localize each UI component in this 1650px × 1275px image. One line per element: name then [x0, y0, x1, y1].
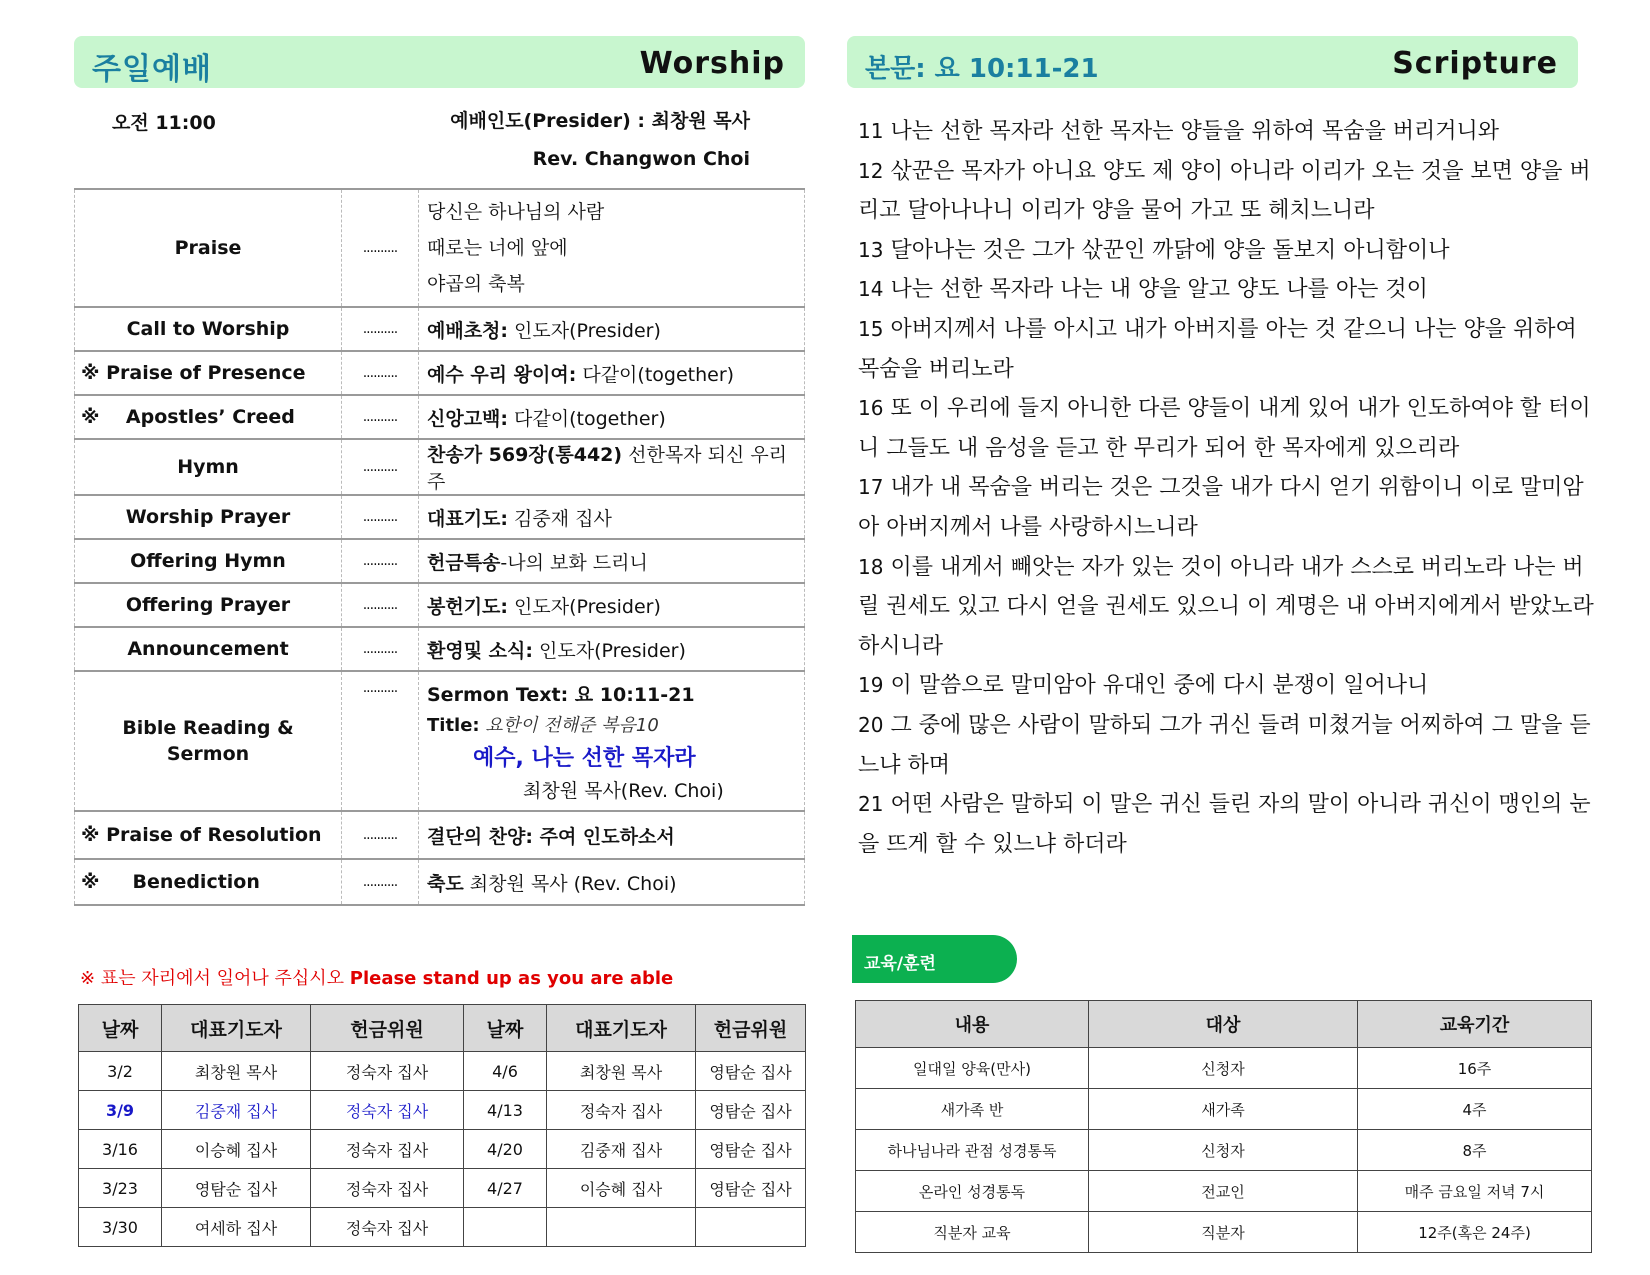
order-row [75, 811, 805, 859]
verse-text: 또 이 우리에 들지 아니한 다른 양들이 내게 있어 내가 인도하여야 할 터이니 그들도 내 음성을 듣고 한 무리가 되어 한 목자에게 있으리라 [858, 396, 1591, 461]
roster-cell [464, 1208, 547, 1247]
order-detail [419, 811, 805, 859]
verse-number: 15 [858, 316, 884, 341]
order-detail-bold: 예배초청: [427, 319, 509, 342]
roster-cell: 정숙자 집사 [311, 1091, 464, 1130]
education-cell: 8주 [1358, 1130, 1592, 1171]
order-dots: .......... [342, 859, 419, 905]
roster-cell: 4/6 [464, 1052, 547, 1091]
verse-number: 12 [858, 158, 884, 183]
education-table [855, 1000, 1592, 1253]
roster-header: 대표기도자 [162, 1005, 311, 1052]
roster-header: 날짜 [79, 1005, 162, 1052]
order-detail-text: 다같이(together) [576, 363, 735, 386]
order-row [75, 307, 805, 351]
table-row [856, 1171, 1592, 1212]
order-detail-text: 인도자(Presider) [508, 319, 661, 342]
roster-cell: 3/30 [79, 1208, 162, 1247]
table-row [856, 1130, 1592, 1171]
verse [858, 468, 1598, 547]
table-row [856, 1048, 1592, 1089]
education-tab-label: 교육/훈련 [864, 954, 936, 974]
verse-number: 13 [858, 237, 884, 262]
praise-list [419, 189, 805, 307]
scripture-title-en: Scripture [1392, 46, 1558, 81]
stand-note [80, 964, 673, 990]
verse-number: 14 [858, 277, 884, 302]
order-detail-bold: 예수 우리 왕이여: [427, 363, 577, 386]
education-cell: 신청자 [1089, 1048, 1358, 1089]
order-row [75, 495, 805, 539]
order-row [75, 351, 805, 395]
order-detail-text: 김중재 집사 [508, 507, 612, 530]
order-dots: .......... [342, 671, 419, 811]
order-dots: .......... [342, 439, 419, 495]
verse-text: 그 중에 많은 사람이 말하되 그가 귀신 들려 미쳤거늘 어찌하여 그 말을 듣느냐 하며 [858, 712, 1591, 778]
order-detail-bold: 신앙고백: [427, 407, 509, 430]
roster-table [78, 1004, 806, 1247]
verse-text: 삯꾼은 목자가 아니요 양도 제 양이 아니라 이리가 오는 것을 보면 양을 버리고 달아나나니 이리가 양을 물어 가고 또 헤치느니라 [858, 158, 1591, 224]
order-dots: .......... [342, 495, 419, 539]
order-label: Offering Prayer [75, 583, 342, 627]
preacher: 최창원 목사(Rev. Choi) [523, 780, 724, 802]
verse [858, 666, 1598, 706]
roster-header: 헌금위원 [696, 1005, 806, 1052]
table-row [79, 1169, 806, 1208]
verse [858, 706, 1598, 785]
verse-text: 어떤 사람은 말하되 이 말은 귀신 들린 자의 말이 아니라 귀신이 맹인의 눈을 뜨게 할 수 있느냐 하더라 [858, 792, 1591, 857]
roster-cell: 이승혜 집사 [162, 1130, 311, 1169]
roster-cell: 4/27 [464, 1169, 547, 1208]
scripture-banner [847, 36, 1578, 88]
verse [858, 785, 1598, 864]
verse-text: 아버지께서 나를 아시고 내가 아버지를 아는 것 같으니 나는 양을 위하여 목숨을 버리노라 [858, 316, 1577, 382]
verse-text: 이 말씀으로 말미암아 유대인 중에 다시 분쟁이 일어나니 [890, 673, 1429, 699]
roster-cell: 영탐순 집사 [696, 1091, 806, 1130]
stand-note-en: Please stand up as you are able [349, 968, 674, 989]
order-label: Announcement [75, 627, 342, 671]
roster-cell: 정숙자 집사 [311, 1130, 464, 1169]
verse [858, 389, 1598, 468]
verse [858, 112, 1598, 152]
verse-number: 20 [858, 712, 884, 737]
roster-header: 대표기도자 [547, 1005, 696, 1052]
verse-number: 21 [858, 792, 884, 817]
order-detail-text: 선한목자 되신 우리주 [427, 444, 788, 493]
praise-song-2: 때로는 너에 앞에 [427, 237, 568, 259]
worship-title-en: Worship [639, 46, 785, 81]
education-cell: 전교인 [1089, 1171, 1358, 1212]
roster-cell: 영탐순 집사 [696, 1169, 806, 1208]
order-dots: .......... [342, 307, 419, 351]
order-detail-bold: 헌금특송 [427, 551, 501, 574]
table-row [79, 1052, 806, 1091]
roster-cell: 여세하 집사 [162, 1208, 311, 1247]
roster-cell: 3/9 [79, 1091, 162, 1130]
order-label: ※ Praise of Presence [75, 351, 342, 395]
verse-text: 달아나는 것은 그가 삯꾼인 까닭에 양을 돌보지 아니함이나 [890, 237, 1450, 263]
sermon-title: 예수, 나는 선한 목자라 [473, 746, 696, 771]
order-detail [419, 351, 805, 395]
roster-cell: 김중재 집사 [547, 1130, 696, 1169]
verse-text: 내가 내 목숨을 버리는 것은 그것을 내가 다시 얻기 위함이니 이로 말미암아 아버지께서 나를 사랑하시느니라 [858, 475, 1584, 540]
sermon-series: 요한이 전해준 복음10 [485, 715, 659, 736]
order-row [75, 671, 805, 811]
order-detail [419, 859, 805, 905]
verse [858, 548, 1598, 667]
verse-number: 17 [858, 475, 884, 500]
sermon-detail [419, 671, 805, 811]
education-cell: 새가족 반 [856, 1089, 1089, 1130]
roster-cell: 4/20 [464, 1130, 547, 1169]
education-header: 교육기간 [1358, 1001, 1592, 1048]
order-row [75, 539, 805, 583]
order-label: Hymn [75, 439, 342, 495]
verse-number: 16 [858, 396, 884, 421]
order-detail-bold: 결단의 찬양: 주여 인도하소서 [427, 825, 675, 848]
roster-cell: 영탐순 집사 [696, 1130, 806, 1169]
roster-cell: 이승혜 집사 [547, 1169, 696, 1208]
verse-text: 나는 선한 목자라 나는 내 양을 알고 양도 나를 아는 것이 [890, 277, 1428, 303]
verse [858, 270, 1598, 310]
order-row [75, 859, 805, 905]
order-detail [419, 583, 805, 627]
education-cell: 하나님나라 관점 성경통독 [856, 1130, 1089, 1171]
education-cell: 일대일 양육(만사) [856, 1048, 1089, 1089]
verse-text: 나는 선한 목자라 선한 목자는 양들을 위하여 목숨을 버리거니와 [890, 119, 1499, 144]
education-header: 대상 [1089, 1001, 1358, 1048]
presider: 예배인도(Presider) : 최창원 목사 [450, 110, 750, 132]
sermon-title-label: Title: [427, 715, 480, 736]
sermon-text: Sermon Text: 요 10:11-21 [427, 684, 695, 706]
table-row [856, 1089, 1592, 1130]
roster-header-row [79, 1005, 806, 1052]
order-detail-bold: 축도 [427, 872, 464, 895]
table-row [79, 1208, 806, 1247]
education-cell: 새가족 [1089, 1089, 1358, 1130]
order-row [75, 395, 805, 439]
worship-title-ko: 주일예배 [92, 52, 212, 87]
order-detail-text: 최창원 목사 (Rev. Choi) [463, 872, 677, 895]
roster-cell: 영탐순 집사 [696, 1052, 806, 1091]
education-header-row [856, 1001, 1592, 1048]
roster-cell: 영탐순 집사 [162, 1169, 311, 1208]
order-detail [419, 395, 805, 439]
scripture-text [858, 112, 1598, 864]
education-cell: 신청자 [1089, 1130, 1358, 1171]
order-detail [419, 439, 805, 495]
order-row [75, 189, 805, 307]
order-label: ※ Benediction [75, 859, 342, 905]
order-label: Worship Prayer [75, 495, 342, 539]
order-detail-text: 인도자(Presider) [508, 595, 661, 618]
order-detail-text: 다같이(together) [508, 407, 666, 430]
order-detail-bold: 환영및 소식: [427, 639, 533, 662]
order-label: Call to Worship [75, 307, 342, 351]
order-of-worship [74, 188, 805, 906]
roster-cell [696, 1208, 806, 1247]
order-dots: .......... [342, 583, 419, 627]
roster-cell: 최창원 목사 [547, 1052, 696, 1091]
roster-cell: 최창원 목사 [162, 1052, 311, 1091]
education-cell: 직분자 [1089, 1212, 1358, 1253]
table-row [856, 1212, 1592, 1253]
roster-cell: 3/2 [79, 1052, 162, 1091]
order-label: ※ Apostles’ Creed [75, 395, 342, 439]
roster-cell [547, 1208, 696, 1247]
education-header: 내용 [856, 1001, 1089, 1048]
education-cell: 16주 [1358, 1048, 1592, 1089]
order-dots: .......... [342, 189, 419, 307]
roster-cell: 3/23 [79, 1169, 162, 1208]
table-row [79, 1130, 806, 1169]
order-detail-text: 인도자(Presider) [532, 639, 686, 662]
order-label: ※ Praise of Resolution [75, 811, 342, 859]
education-cell: 4주 [1358, 1089, 1592, 1130]
roster-cell: 정숙자 집사 [311, 1208, 464, 1247]
education-cell: 온라인 성경통독 [856, 1171, 1089, 1212]
order-dots: .......... [342, 627, 419, 671]
verse [858, 231, 1598, 271]
praise-song-3: 야곱의 축복 [427, 273, 525, 295]
order-detail [419, 307, 805, 351]
table-row [79, 1091, 806, 1130]
education-cell: 매주 금요일 저녁 7시 [1358, 1171, 1592, 1212]
order-dots: .......... [342, 811, 419, 859]
roster-cell: 정숙자 집사 [311, 1169, 464, 1208]
verse-number: 19 [858, 673, 884, 698]
order-row [75, 583, 805, 627]
order-detail-text: -나의 보화 드리니 [500, 551, 648, 574]
order-label: Praise [75, 189, 342, 307]
roster-header: 헌금위원 [311, 1005, 464, 1052]
roster-header: 날짜 [464, 1005, 547, 1052]
order-row [75, 627, 805, 671]
order-label: Bible Reading & Sermon [75, 671, 342, 811]
order-dots: .......... [342, 351, 419, 395]
presider-en: Rev. Changwon Choi [532, 148, 750, 170]
scripture-reference: 본문: 요 10:11-21 [865, 54, 1099, 84]
order-dots: .......... [342, 395, 419, 439]
order-detail-bold: 찬송가 569장(통442) [427, 444, 623, 466]
order-label: Offering Hymn [75, 539, 342, 583]
order-detail-bold: 대표기도: [427, 507, 509, 530]
verse-number: 18 [858, 554, 884, 579]
order-detail [419, 627, 805, 671]
verse-text: 이를 내게서 빼앗는 자가 있는 것이 아니라 내가 스스로 버리노라 나는 버릴 권세도 있고 다시 얻을 권세도 있으니 이 계명은 내 아버지에게서 받았노라 하시니라 [858, 554, 1594, 659]
order-detail [419, 539, 805, 583]
roster-cell: 정숙자 집사 [311, 1052, 464, 1091]
education-cell: 12주(혹은 24주) [1358, 1212, 1592, 1253]
verse [858, 310, 1598, 389]
roster-cell: 김중재 집사 [162, 1091, 311, 1130]
praise-song-1: 당신은 하나님의 사람 [427, 201, 605, 223]
roster-cell: 4/13 [464, 1091, 547, 1130]
order-row [75, 439, 805, 495]
verse [858, 152, 1598, 231]
stand-note-ko: ※ 표는 자리에서 일어나 주십시오 [80, 968, 345, 989]
education-tab [852, 935, 1017, 983]
verse-number: 11 [858, 119, 884, 143]
order-dots: .......... [342, 539, 419, 583]
education-cell: 직분자 교육 [856, 1212, 1089, 1253]
worship-banner [74, 36, 805, 88]
order-detail [419, 495, 805, 539]
roster-cell: 정숙자 집사 [547, 1091, 696, 1130]
order-detail-bold: 봉헌기도: [427, 595, 509, 618]
roster-cell: 3/16 [79, 1130, 162, 1169]
service-time: 오전 11:00 [112, 112, 216, 134]
